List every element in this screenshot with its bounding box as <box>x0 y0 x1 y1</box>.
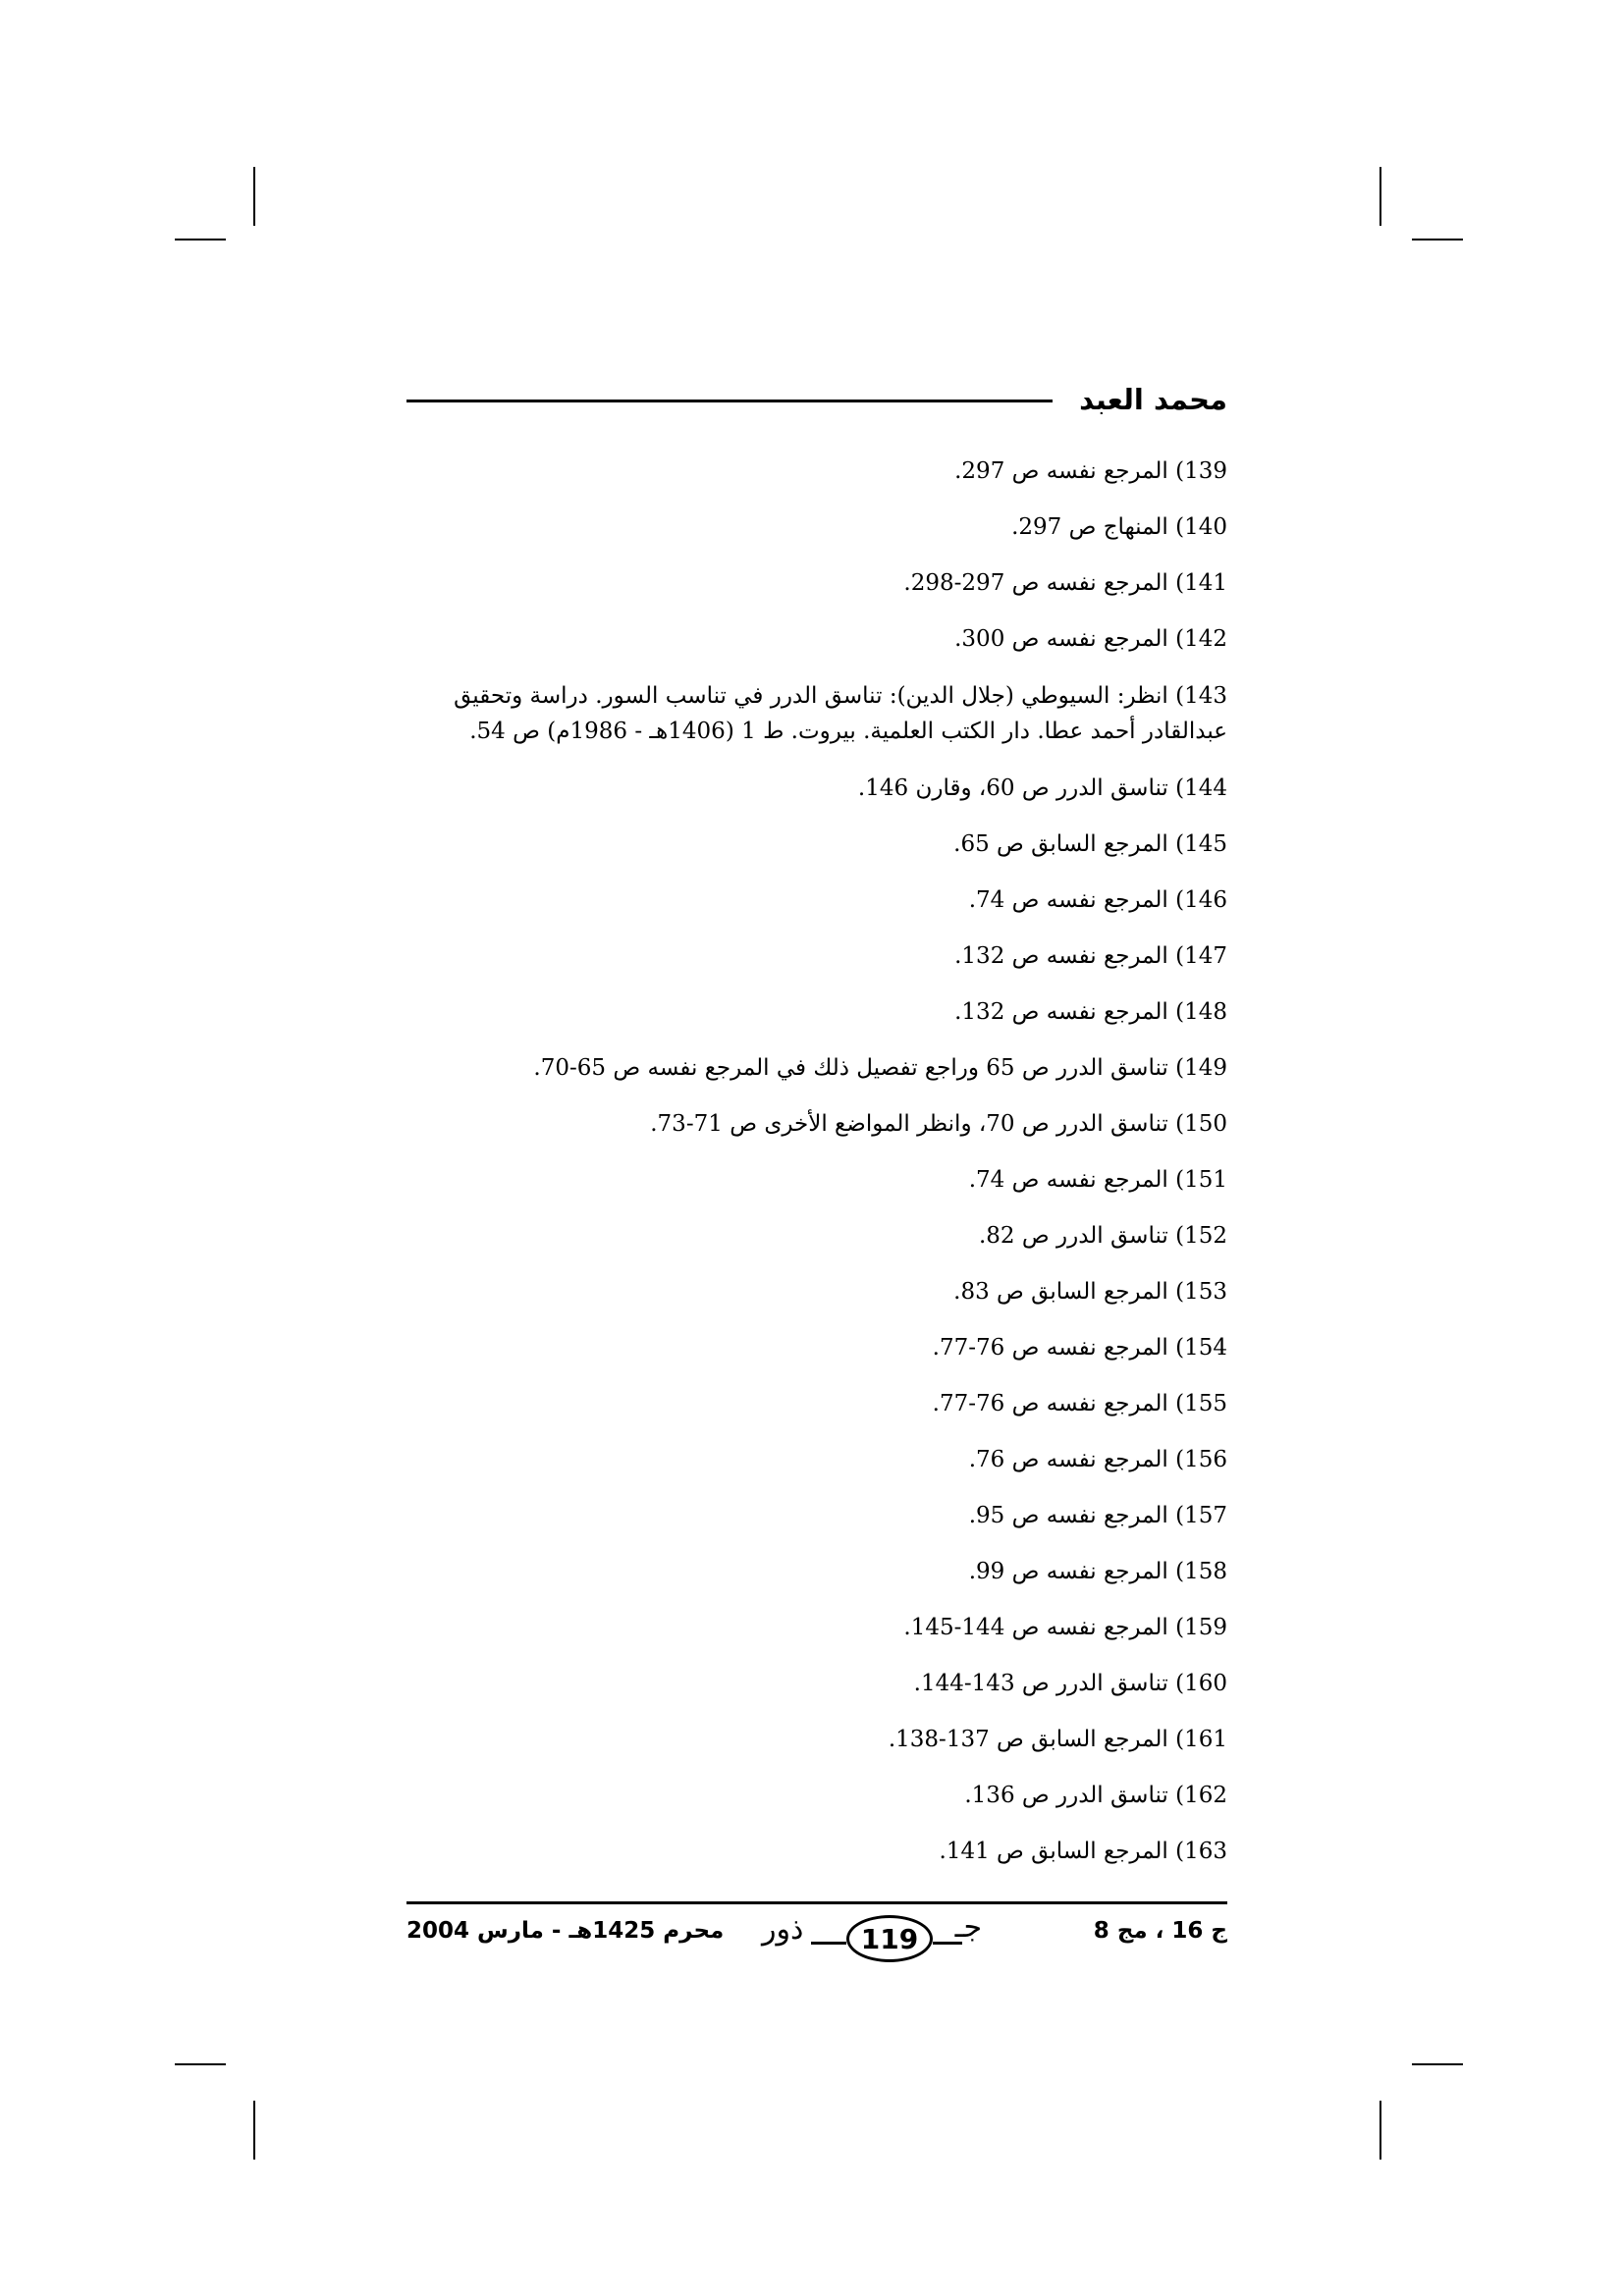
header-rule <box>406 400 1053 402</box>
endnote-158: 158) المرجع نفسه ص 99. <box>968 1559 1227 1584</box>
endnote-155: 155) المرجع نفسه ص 76-77. <box>932 1391 1227 1416</box>
endnote-139: 139) المرجع نفسه ص 297. <box>954 458 1227 484</box>
endnote-146: 146) المرجع نفسه ص 74. <box>968 887 1227 913</box>
endnote-163: 163) المرجع السابق ص 141. <box>939 1839 1227 1864</box>
footer-rule <box>406 1901 1227 1904</box>
endnote-150: 150) تناسق الدرر ص 70، وانظر المواضع الأخرى ص 71-73. <box>650 1111 1227 1137</box>
endnote-142: 142) المرجع نفسه ص 300. <box>954 626 1227 652</box>
page-header <box>406 378 1227 421</box>
endnote-141: 141) المرجع نفسه ص 297-298. <box>903 570 1227 596</box>
endnote-162: 162) تناسق الدرر ص 136. <box>964 1783 1227 1808</box>
page-number-text: 119 <box>860 1922 919 1955</box>
endnote-144: 144) تناسق الدرر ص 60، وقارن 146. <box>857 775 1227 801</box>
endnote-151: 151) المرجع نفسه ص 74. <box>968 1167 1227 1193</box>
issue-info: ج 16 ، مج 8 <box>1093 1918 1227 1944</box>
journal-name-right: جـ <box>954 1910 982 1945</box>
journal-logo <box>760 1910 996 1969</box>
endnote-157: 157) المرجع نفسه ص 95. <box>968 1503 1227 1528</box>
crop-mark <box>1412 239 1463 240</box>
crop-mark <box>1380 2101 1381 2160</box>
crop-mark <box>1380 167 1381 226</box>
crop-mark <box>253 2101 255 2160</box>
endnote-159: 159) المرجع نفسه ص 144-145. <box>903 1615 1227 1640</box>
logo-line <box>811 1942 846 1945</box>
endnote-152: 152) تناسق الدرر ص 82. <box>978 1223 1227 1249</box>
crop-mark <box>175 2063 226 2065</box>
endnote-160: 160) تناسق الدرر ص 143-144. <box>913 1671 1227 1696</box>
author-name: محمد العبد <box>1079 383 1227 416</box>
endnote-154: 154) المرجع نفسه ص 76-77. <box>932 1335 1227 1361</box>
page-number <box>846 1915 933 1962</box>
endnote-148: 148) المرجع نفسه ص 132. <box>954 999 1227 1025</box>
endnote-143: 143) انظر: السيوطي (جلال الدين): تناسق الدرر في تناسب السور. دراسة وتحقيق عبدالقادر أحمد عطا. دار الكتب العلمية. بيروت. ط 1 (1406هـ - 1986م) ص 54. <box>454 683 1227 744</box>
crop-mark <box>253 167 255 226</box>
endnote-147: 147) المرجع نفسه ص 132. <box>954 943 1227 969</box>
endnote-161: 161) المرجع السابق ص 137-138. <box>888 1727 1227 1752</box>
endnote-156: 156) المرجع نفسه ص 76. <box>968 1447 1227 1472</box>
endnote-145: 145) المرجع السابق ص 65. <box>953 831 1227 857</box>
endnote-153: 153) المرجع السابق ص 83. <box>953 1279 1227 1305</box>
journal-name-left: ذور <box>762 1912 804 1947</box>
endnote-149: 149) تناسق الدرر ص 65 وراجع تفصيل ذلك في المرجع نفسه ص 65-70. <box>533 1055 1227 1081</box>
issue-date: محرم 1425هـ - مارس 2004 <box>406 1918 725 1944</box>
endnote-140: 140) المنهاج ص 297. <box>1011 514 1227 540</box>
crop-mark <box>1412 2063 1463 2065</box>
endnotes-list <box>406 454 1227 1891</box>
page-footer <box>406 1910 1227 1969</box>
crop-mark <box>175 239 226 240</box>
